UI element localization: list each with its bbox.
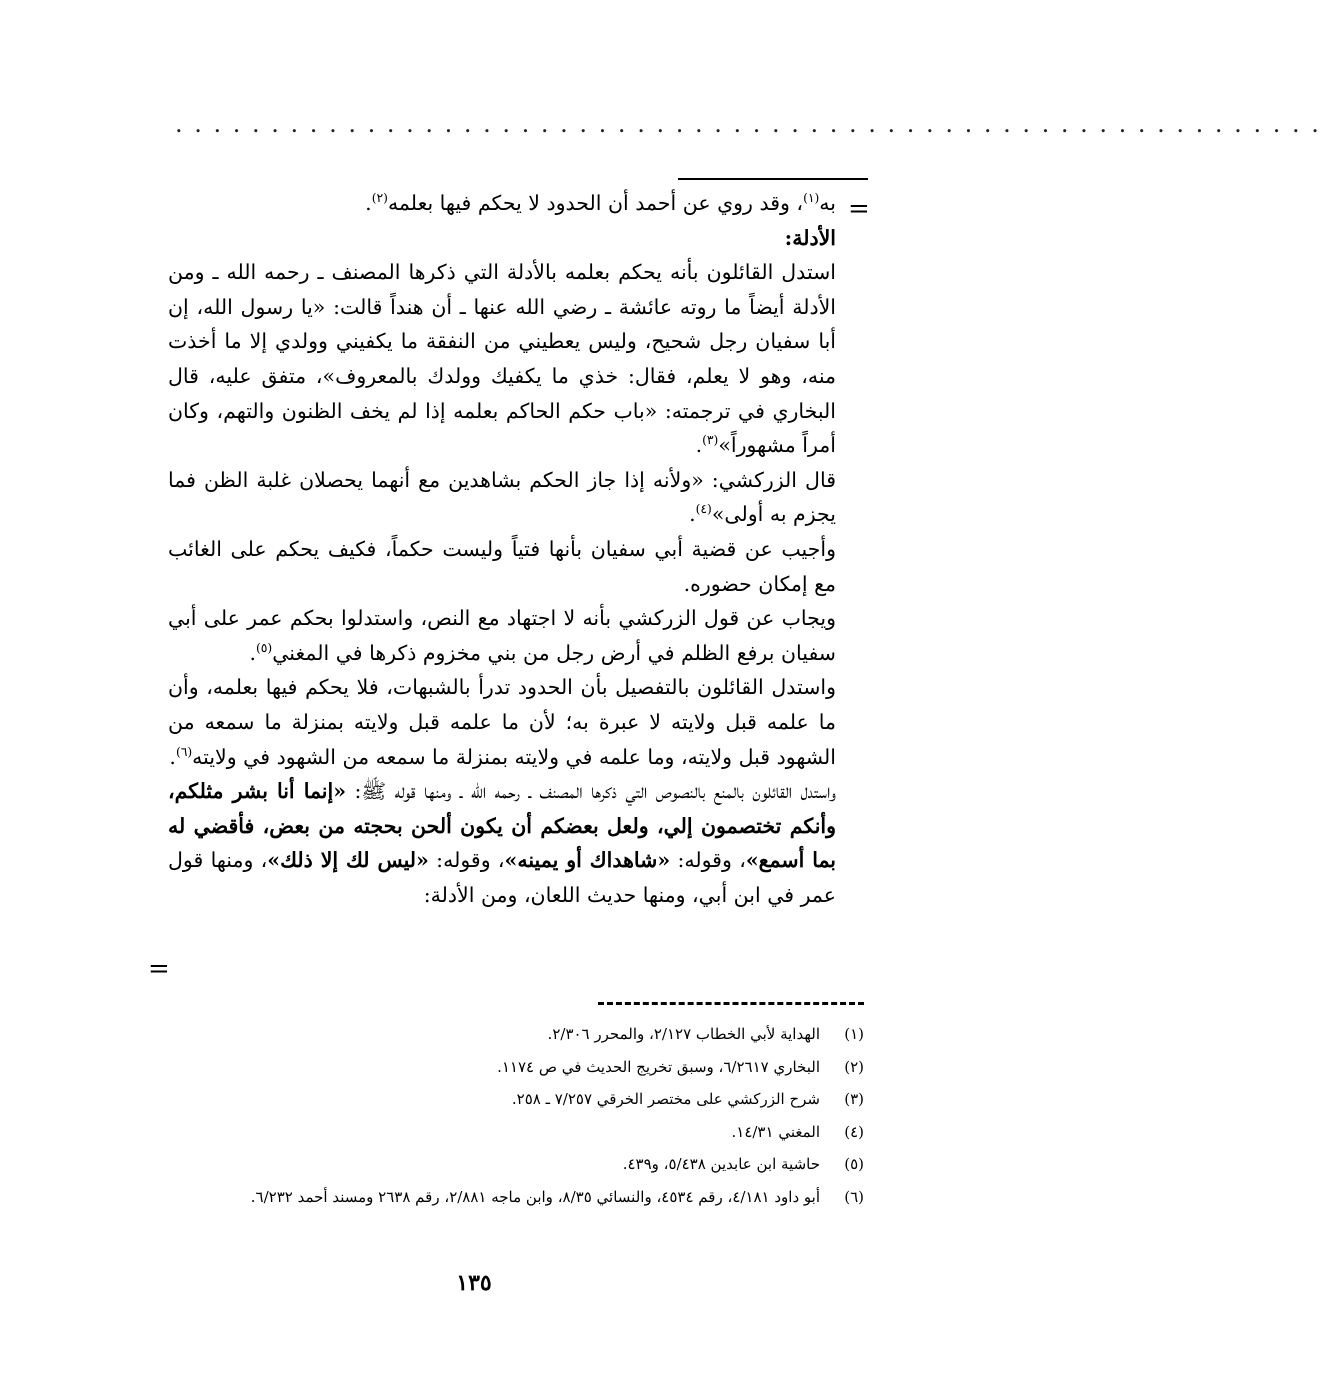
footnote-text: البخاري ٦/٢٦١٧، وسبق تخريج الحديث في ص ١١٧٤. — [497, 1057, 820, 1076]
footnotes — [168, 1018, 864, 1213]
footnote-separator — [598, 1002, 864, 1005]
footnote-2 — [168, 1051, 864, 1084]
footnote-3 — [168, 1083, 864, 1116]
hadith-quote-1: «إنما أنا بشر مثلكم، وأنكم تختصمون إلي، ولعل بعضكم أن يكون ألحن بحجته من بعض، فأقضي له بما أسمع» — [168, 779, 837, 873]
hadith-quote-3: «ليس لك إلا ذلك» — [267, 848, 429, 873]
footnote-number: (٢) — [844, 1057, 864, 1076]
main-text — [168, 186, 836, 912]
footnote-text: حاشية ابن عابدين ٥/٤٣٨، و٤٣٩. — [622, 1155, 820, 1173]
footnote-number: (٦) — [844, 1187, 864, 1206]
continuation-mark-bottom: = — [148, 954, 170, 984]
paragraph-1: به$^{(١)}$، وقد روي عن أحمد أن الحدود لا يحكم فيها بعلمه$^{(٢)}$. — [365, 191, 836, 215]
footnote-ref-2: (٢) — [371, 191, 388, 206]
footnote-ref-4: (٤) — [695, 502, 712, 517]
footnote-ref-3: (٣) — [702, 433, 719, 448]
footnote-ref-6: (٦) — [175, 744, 193, 759]
footnote-4 — [168, 1116, 864, 1149]
footnote-5 — [168, 1148, 864, 1181]
footnote-text: المغني ١٤/٣١. — [731, 1122, 820, 1141]
header-dotted-rule: . . . . . . . . . . . . . . . . . . . . . . . . . . . . . . . . . . . . . . . . . . . . . . . . . . . . . . . . . . . . — [175, 110, 1321, 138]
footnote-text: الهداية لأبي الخطاب ٢/١٢٧، والمحرر ٢/٣٠٦. — [547, 1025, 820, 1043]
continuation-mark-top: = — [848, 194, 870, 224]
footnote-number: (٣) — [844, 1090, 864, 1108]
paragraph-2: استدل القائلون بأنه يحكم بعلمه بالأدلة التي ذكرها المصنف ـ رحمه الله ـ ومن الأدلة أيضاً ما روته عائشة ـ رضي الله عنها ـ أن هنداً قالت: «يا رسول الله، إن أبا سفيان رجل شحيح، وليس يعطيني من النفقة ما يكفيني وولدي إلا ما أخذت منه، وهو لا يعلم، فقال: خذي ما يكفيك وولدك بالمعروف»، متفق عليه، قال البخاري في ترجمته: «باب حكم الحاكم بعلمه إذا لم يخف الظنون والتهم، وكان أمراً مشهوراً»$^{(٣)}$. — [168, 260, 836, 458]
footnote-number: (٤) — [844, 1122, 864, 1141]
paragraph-7: واستدل القائلون بالمنع بالنصوص التي ذكرها المصنف ـ رحمه الله ـ ومنها قوله ﷺ: «إنما أنا بشر مثلكم، وأنكم تختصمون إلي، ولعل بعضكم أن يكون ألحن بحجته من بعض، فأقضي له بما أسمع»، وقوله: «شاهداك أو يمينه»، وقوله: «ليس لك إلا ذلك»، ومنها قول عمر في ابن أبي، ومنها حديث اللعان، ومن الأدلة: — [168, 779, 837, 907]
footnote-number: (٥) — [844, 1155, 864, 1173]
footnote-ref-1: (١) — [803, 191, 820, 206]
continuation-rule — [678, 178, 868, 180]
paragraph-5: ويجاب عن قول الزركشي بأنه لا اجتهاد مع النص، واستدلوا بحكم عمر على أبي سفيان برفع الظلم في أرض رجل من بني مخزوم ذكرها في المغني$^{(٥)}$. — [168, 606, 836, 665]
page-number: ١٣٥ — [456, 1270, 492, 1296]
hadith-quote-2: «شاهداك أو يمينه» — [504, 848, 671, 873]
paragraph-4: وأجيب عن قضية أبي سفيان بأنها فتياً وليست حكماً، فكيف يحكم على الغائب مع إمكان حضوره. — [168, 536, 836, 596]
footnote-6 — [168, 1181, 864, 1214]
paragraph-6: واستدل القائلون بالتفصيل بأن الحدود تدرأ بالشبهات، فلا يحكم فيها بعلمه، وأن ما علمه قبل ولايته لا عبرة به؛ لأن ما علمه قبل ولايته بمنزلة ما سمعه من الشهود قبل ولايته، وما علمه في ولايته بمنزلة ما سمعه من الشهود في ولايته$^{(٦)}$. — [168, 675, 836, 769]
paragraph-3: قال الزركشي: «ولأنه إذا جاز الحكم بشاهدين مع أنهما يحصلان غلبة الظن فما يجزم به أولى»$^{(٤)}$. — [168, 467, 836, 527]
footnote-1 — [168, 1018, 864, 1051]
section-heading: الأدلة: — [784, 225, 836, 250]
footnote-text: شرح الزركشي على مختصر الخرقي ٧/٢٥٧ ـ ٢٥٨. — [511, 1090, 820, 1108]
footnote-ref-5: (٥) — [255, 640, 273, 655]
footnote-number: (١) — [844, 1025, 864, 1043]
footnote-text: أبو داود ٤/١٨١، رقم ٤٥٣٤، والنسائي ٨/٣٥، وابن ماجه ٢/٨٨١، رقم ٢٦٣٨ ومسند أحمد ٦/٢٣٢. — [250, 1187, 820, 1206]
